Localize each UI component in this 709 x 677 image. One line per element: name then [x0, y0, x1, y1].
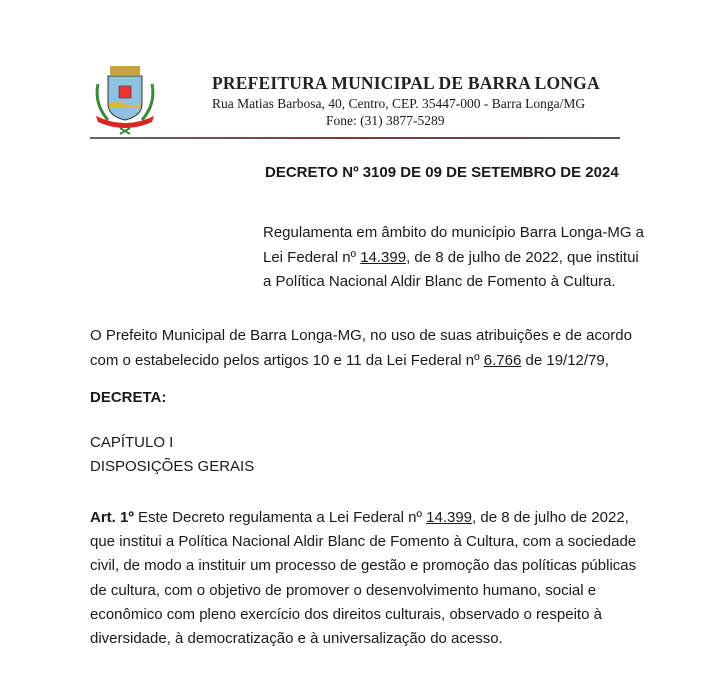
- ementa-line-2: [263, 249, 639, 266]
- ementa-line-3: a Política Nacional Aldir Blanc de Fomento à Cultura.: [263, 273, 616, 290]
- chapter-title: DISPOSIÇÕES GERAIS: [90, 458, 255, 475]
- law-link[interactable]: 14.399: [360, 249, 407, 266]
- decree-title: DECRETO Nº 3109 DE 09 DE SETEMBRO DE 2024: [265, 164, 619, 181]
- article-label: Art. 1º: [90, 509, 134, 526]
- law-link[interactable]: 14.399: [426, 509, 473, 526]
- art1-line-2: que institui a Política Nacional Aldir Blanc de Fomento à Cultura, com a sociedade: [90, 533, 637, 550]
- chapter-heading: CAPÍTULO I: [90, 434, 174, 451]
- header-divider: [90, 137, 620, 139]
- preamble-line-2: [90, 352, 609, 369]
- municipal-seal: [92, 64, 158, 136]
- ementa-line-1: Regulamenta em âmbito do município Barra Longa-MG a: [263, 224, 645, 241]
- decreta-heading: DECRETA:: [90, 389, 167, 406]
- preamble-line-1: O Prefeito Municipal de Barra Longa-MG, no uso de suas atribuições e de acordo: [90, 327, 632, 344]
- art1-line-4: de cultura, com o objetivo de promover o desenvolvimento humano, social e: [90, 582, 597, 599]
- art1-line-5: econômico com pleno exercício dos direitos culturais, observado o respeito à: [90, 606, 602, 623]
- org-address: Rua Matias Barbosa, 40, Centro, CEP. 35447-000 - Barra Longa/MG: [212, 96, 586, 111]
- text: , de 8 de julho de 2022, que institui: [406, 249, 639, 266]
- art1-line-6: diversidade, à democratização e à universalização do acesso.: [90, 630, 503, 647]
- art1-line-1: [90, 509, 629, 526]
- org-phone: Fone: (31) 3877-5289: [326, 113, 445, 128]
- org-name: PREFEITURA MUNICIPAL DE BARRA LONGA: [212, 73, 600, 93]
- text: de 19/12/79,: [521, 352, 609, 369]
- text: , de 8 de julho de 2022,: [472, 509, 629, 526]
- law-link[interactable]: 6.766: [483, 352, 522, 369]
- art1-line-3: civil, de modo a instituir um processo de gestão e promoção das políticas públicas: [90, 557, 637, 574]
- text: com o estabelecido pelos artigos 10 e 11 da Lei Federal nº: [90, 352, 484, 369]
- text: Lei Federal nº: [263, 249, 361, 266]
- text: Este Decreto regulamenta a Lei Federal nº: [133, 509, 427, 526]
